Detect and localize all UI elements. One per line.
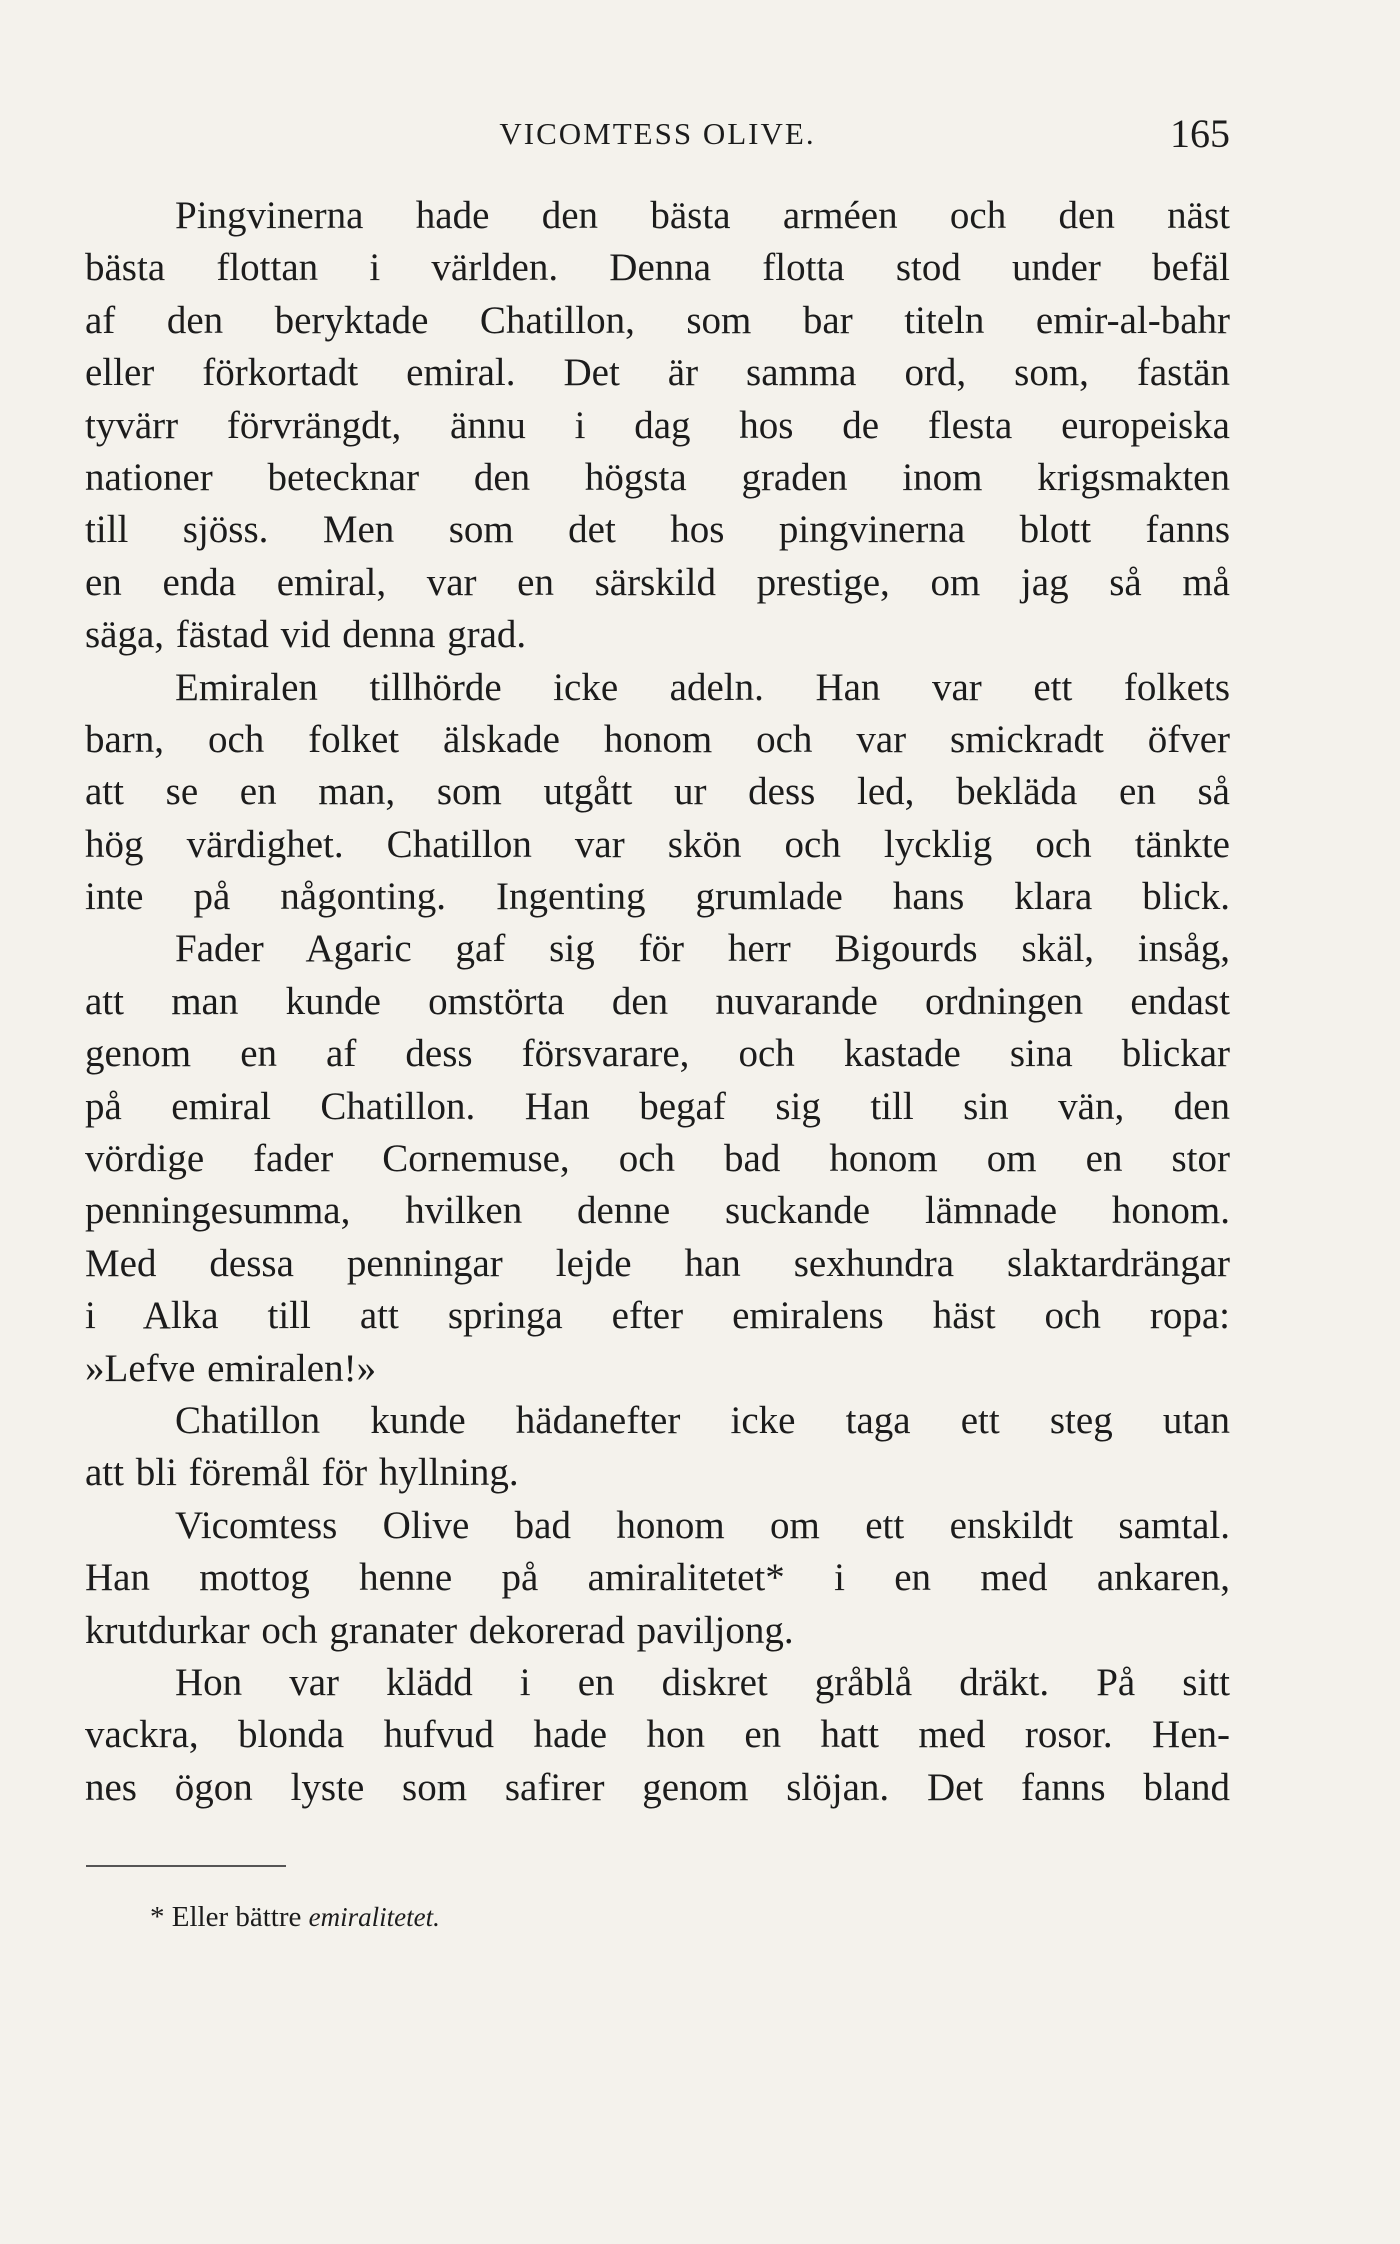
text-line: bästa flottan i världen. Denna flotta stod under befäl	[85, 246, 1230, 290]
text-line: att bli föremål för hyllning.	[85, 1451, 519, 1495]
text-line: tyvärr förvrängdt, ännu i dag hos de flesta europeiska	[85, 403, 1230, 447]
text-line: säga, fästad vid denna grad.	[85, 613, 527, 657]
text-line: Han mottog henne på amiralitetet* i en med ankaren,	[85, 1556, 1230, 1600]
running-title: VICOMTESS OLIVE.	[499, 116, 816, 151]
text-line: Med dessa penningar lejde han sexhundra slaktardrängar	[85, 1241, 1230, 1285]
text-line: att man kunde omstörta den nuvarande ordningen endast	[85, 979, 1230, 1023]
page-number: 165	[1170, 111, 1230, 156]
footnote-text: * Eller bättre	[150, 1901, 309, 1933]
text-line: genom en af dess försvarare, och kastade sina blickar	[85, 1032, 1230, 1076]
text-line: krutdurkar och granater dekorerad paviljong.	[85, 1608, 794, 1652]
text-line: Emiralen tillhörde icke adeln. Han var ett folkets	[175, 665, 1230, 709]
footnote	[150, 1901, 440, 1934]
text-line: i Alka till att springa efter emiralens häst och ropa:	[85, 1294, 1230, 1338]
text-line: en enda emiral, var en särskild prestige, om jag så må	[85, 560, 1230, 604]
text-line: Pingvinerna hade den bästa arméen och den näst	[175, 194, 1230, 237]
text-line: penningesumma, hvilken denne suckande lämnade honom.	[85, 1189, 1230, 1233]
text-line: Vicomtess Olive bad honom om ett enskildt samtal.	[175, 1503, 1230, 1547]
text-line: af den beryktade Chatillon, som bar titeln emir-al-bahr	[85, 298, 1230, 342]
text-line: vackra, blonda hufvud hade hon en hatt med rosor. Hen-	[85, 1713, 1230, 1757]
text-line: barn, och folket älskade honom och var smickradt öfver	[85, 717, 1230, 761]
text-line: Hon var klädd i en diskret gråblå dräkt. På sitt	[175, 1660, 1230, 1704]
text-line: att se en man, som utgått ur dess led, bekläda en så	[85, 770, 1230, 814]
text-line: hög värdighet. Chatillon var skön och lycklig och tänkte	[85, 822, 1230, 866]
text-line: Fader Agaric gaf sig för herr Bigourds skäl, insåg,	[175, 927, 1230, 971]
footnote-italic-text: emiralitetet.	[308, 1902, 440, 1932]
text-line: nationer betecknar den högsta graden inom krigsmakten	[85, 455, 1230, 499]
running-head	[85, 110, 1230, 160]
text-line: inte på någonting. Ingenting grumlade hans klara blick.	[85, 875, 1230, 919]
body-text	[85, 190, 1230, 1814]
text-line: »Lefve emiralen!»	[85, 1346, 377, 1390]
text-line: Chatillon kunde hädanefter icke taga ett steg utan	[175, 1398, 1230, 1442]
text-line: på emiral Chatillon. Han begaf sig till sin vän, den	[85, 1084, 1230, 1128]
footnote-rule	[86, 1865, 286, 1867]
text-line: nes ögon lyste som safirer genom slöjan. Det fanns bland	[85, 1765, 1230, 1809]
text-line: vördige fader Cornemuse, och bad honom om en stor	[85, 1137, 1230, 1181]
text-line: eller förkortadt emiral. Det är samma ord, som, fastän	[85, 351, 1230, 395]
text-line: till sjöss. Men som det hos pingvinerna blott fanns	[85, 508, 1230, 552]
